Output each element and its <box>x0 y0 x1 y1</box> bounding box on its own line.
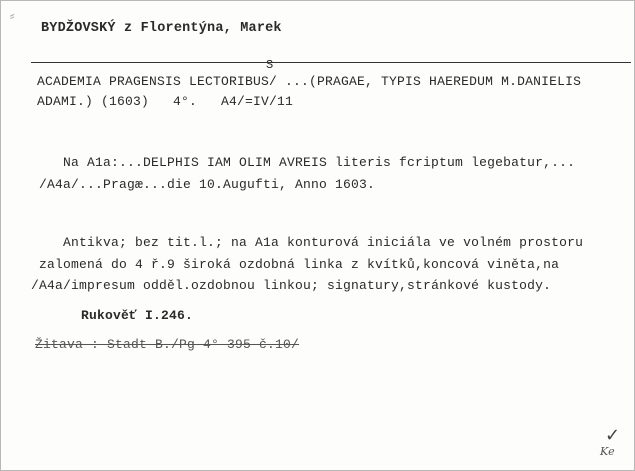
description-line-1: Antikva; bez tit.l.; na A1a konturová iniciála ve volném prostoru <box>63 235 584 250</box>
title-line-1: ACADEMIA PRAGENSIS LECTORIBUS/ ...(PRAGAE, TYPIS HAEREDUM M.DANIELIS <box>37 74 582 89</box>
check-mark-icon: ✓ <box>605 425 621 446</box>
note-line-2: /A4a/...Pragæ...die 10.Augufti, Anno 1603. <box>39 177 376 192</box>
author-heading: BYDŽOVSKÝ z Florentýna, Marek <box>41 21 282 36</box>
heading-rule <box>31 62 631 63</box>
description-line-2: zalomená do 4 ř.9 široká ozdobná linka z kvítků,koncová viněta,na <box>39 257 560 272</box>
title-correction: S <box>266 58 274 72</box>
reference-location: Rukověť I.246. <box>81 308 194 323</box>
title-line-2: ADAMI.) (1603) 4°. A4/=IV/11 <box>37 94 294 109</box>
note-line-1: Na A1a:...DELPHIS IAM OLIM AVREIS literis fcriptum legebatur,... <box>63 155 576 170</box>
corner-mark: ⸗ <box>8 9 17 25</box>
description-line-3: /A4a/impresum odděl.ozdobnou linkou; signatury,stránkové kustody. <box>31 278 552 293</box>
old-signature-struck: Žitava : Stadt B./Pg 4° 395 č.10/ <box>35 337 300 352</box>
cataloger-initials: Ke <box>600 445 615 458</box>
